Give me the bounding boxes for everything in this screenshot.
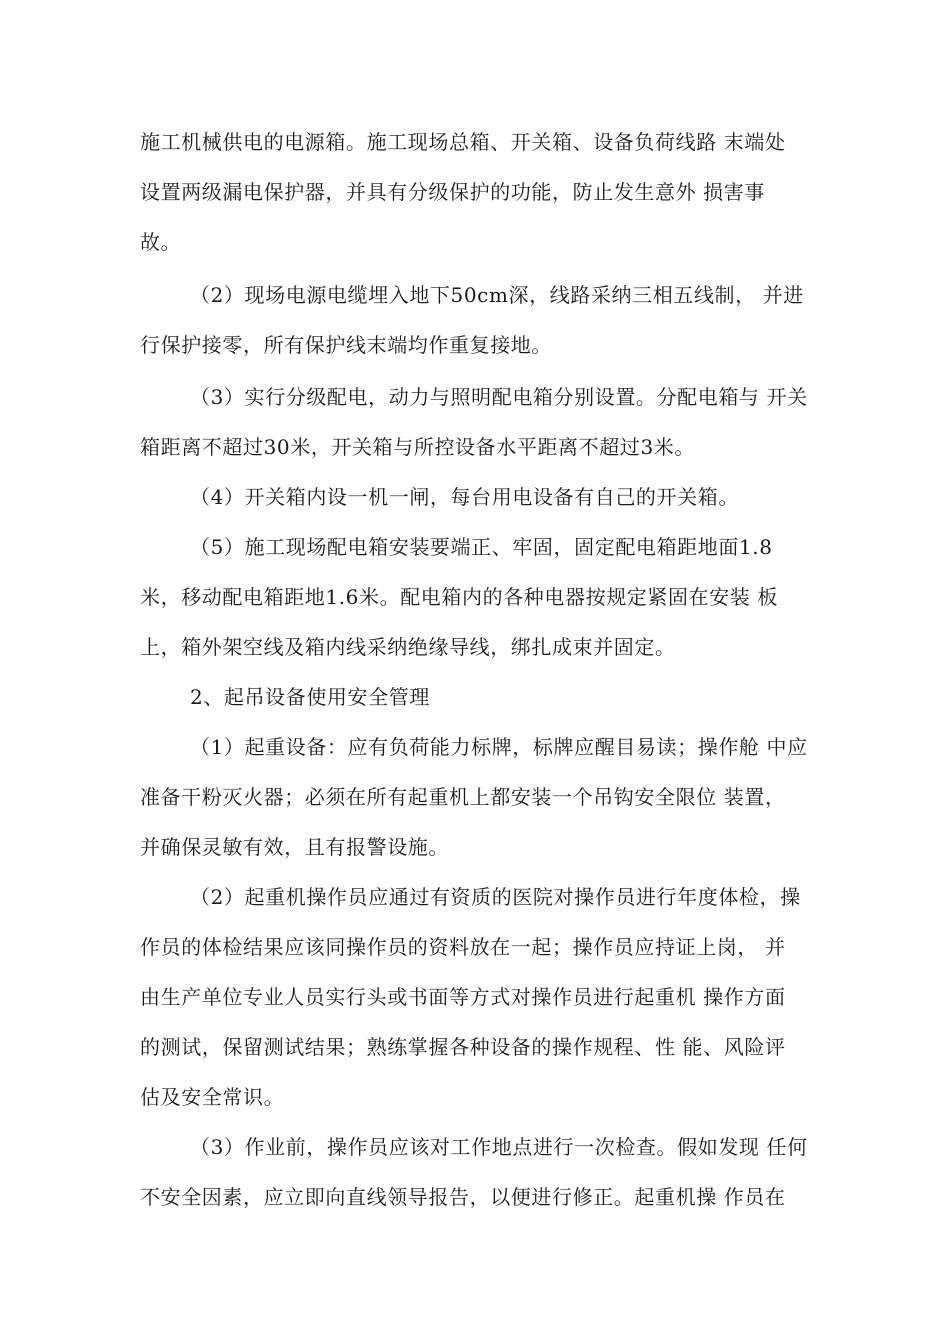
text-line-4: （2）现场电源电缆埋入地下50cm深，线路采纳三相五线制， 并进 <box>190 283 804 307</box>
text-line-21: （3）作业前，操作员应该对工作地点进行一次检查。假如发现 任何 <box>190 1135 808 1159</box>
text-line-1: 施工机械供电的电源箱。施工现场总箱、开关箱、设备负荷线路 末端处 <box>140 130 786 154</box>
text-line-10: 米，移动配电箱距地1.6米。配电箱内的各种电器按规定紧固在安装 板 <box>140 585 778 609</box>
text-line-6: （3）实行分级配电，动力与照明配电箱分别设置。分配电箱与 开关 <box>190 385 808 409</box>
text-line-22: 不安全因素，应立即向直线领导报告，以便进行修正。起重机操 作员在 <box>140 1185 786 1209</box>
text-line-15: 并确保灵敏有效，且有报警设施。 <box>140 835 449 859</box>
text-line-3: 故。 <box>140 230 182 254</box>
text-line-19: 的测试，保留测试结果；熟练掌握各种设备的操作规程、性 能、风险评 <box>140 1035 786 1059</box>
text-line-7: 箱距离不超过30米，开关箱与所控设备水平距离不超过3米。 <box>140 435 695 459</box>
text-line-17: 作员的体检结果应该同操作员的资料放在一起；操作员应持证上岗， 并 <box>140 935 786 959</box>
text-line-8: （4）开关箱内设一机一闸，每台用电设备有自己的开关箱。 <box>190 485 739 509</box>
text-line-2: 设置两级漏电保护器，并具有分级保护的功能，防止发生意外 损害事 <box>140 180 765 204</box>
text-line-5: 行保护接零，所有保护线末端均作重复接地。 <box>140 333 552 357</box>
text-line-14: 准备干粉灭火器；必须在所有起重机上都安装一个吊钩安全限位 装置， <box>140 785 786 809</box>
text-line-11: 上，箱外架空线及箱内线采纳绝缘导线，绑扎成束并固定。 <box>140 635 676 659</box>
text-line-9: （5）施工现场配电箱安装要端正、牢固，固定配电箱距地面1.8 <box>190 535 773 559</box>
text-line-20: 估及安全常识。 <box>140 1085 285 1109</box>
section-heading: 2、起吊设备使用安全管理 <box>190 685 430 709</box>
text-line-18: 由生产单位专业人员实行头或书面等方式对操作员进行起重机 操作方面 <box>140 985 786 1009</box>
text-line-13: （1）起重设备：应有负荷能力标牌，标牌应醒目易读；操作舱 中应 <box>190 735 808 759</box>
text-line-16: （2）起重机操作员应通过有资质的医院对操作员进行年度体检，操 <box>190 885 801 909</box>
